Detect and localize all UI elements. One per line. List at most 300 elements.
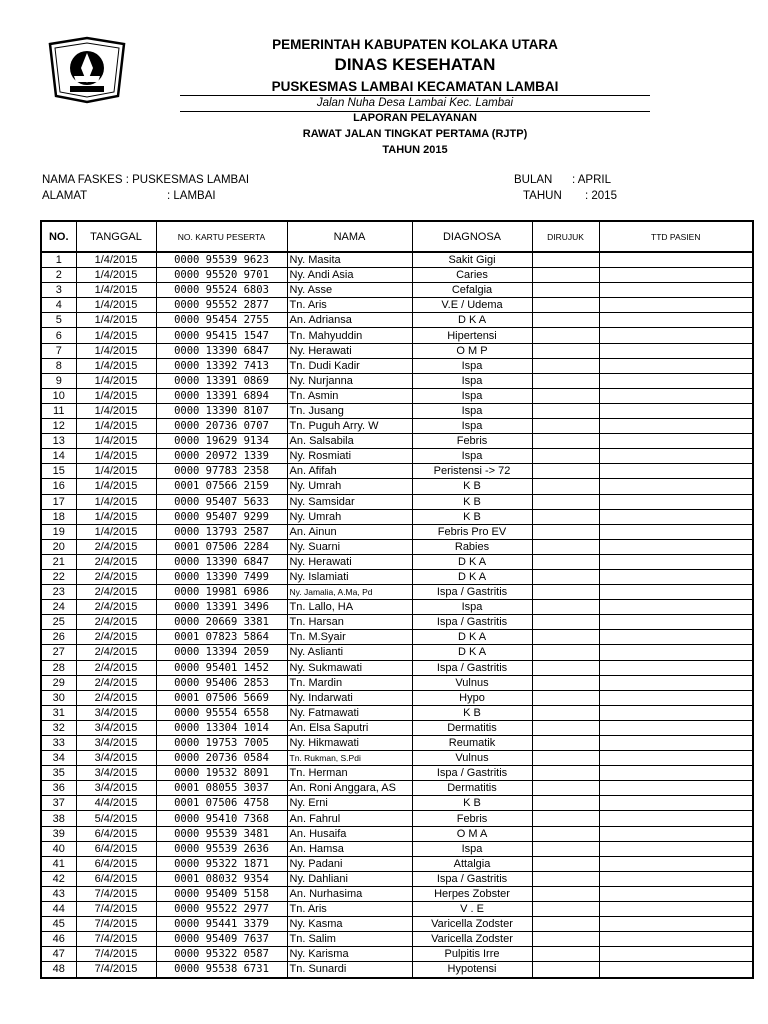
cell-no: 8 xyxy=(41,358,76,373)
table-row xyxy=(41,585,753,600)
cell-diagnosa: D K A xyxy=(412,645,532,660)
cell-no: 12 xyxy=(41,419,76,434)
cell-kartu: 0001 08055 3037 xyxy=(156,781,287,796)
cell-no: 20 xyxy=(41,539,76,554)
cell-nama: Ny. Islamiati xyxy=(287,569,412,584)
col-header-dirujuk: DIRUJUK xyxy=(532,221,599,252)
cell-diagnosa: Febris Pro EV xyxy=(412,524,532,539)
meta-bulan-label: BULAN xyxy=(514,174,553,186)
cell-nama: Tn. Lallo, HA xyxy=(287,600,412,615)
cell-dirujuk xyxy=(532,932,599,947)
cell-dirujuk xyxy=(532,736,599,751)
cell-no: 34 xyxy=(41,751,76,766)
cell-tanggal: 1/4/2015 xyxy=(76,252,156,268)
cell-ttd xyxy=(599,373,753,388)
cell-tanggal: 1/4/2015 xyxy=(76,388,156,403)
cell-kartu: 0000 95401 1452 xyxy=(156,660,287,675)
cell-kartu: 0000 95322 1871 xyxy=(156,856,287,871)
cell-tanggal: 6/4/2015 xyxy=(76,856,156,871)
cell-no: 4 xyxy=(41,298,76,313)
cell-tanggal: 2/4/2015 xyxy=(76,690,156,705)
table-row xyxy=(41,419,753,434)
cell-no: 39 xyxy=(41,826,76,841)
header-government: PEMERINTAH KABUPATEN KOLAKA UTARA xyxy=(272,37,558,52)
cell-dirujuk xyxy=(532,720,599,735)
cell-nama: Ny. Karisma xyxy=(287,947,412,962)
cell-kartu: 0000 95406 2853 xyxy=(156,675,287,690)
cell-dirujuk xyxy=(532,434,599,449)
cell-ttd xyxy=(599,705,753,720)
cell-ttd xyxy=(599,690,753,705)
meta-tahun-label: TAHUN xyxy=(523,190,562,202)
cell-tanggal: 3/4/2015 xyxy=(76,751,156,766)
col-header-no: NO. xyxy=(41,221,76,252)
table-row xyxy=(41,403,753,418)
cell-diagnosa: K B xyxy=(412,494,532,509)
cell-no: 43 xyxy=(41,886,76,901)
cell-diagnosa: K B xyxy=(412,479,532,494)
table-row xyxy=(41,494,753,509)
table-row xyxy=(41,886,753,901)
cell-kartu: 0000 19981 6986 xyxy=(156,585,287,600)
cell-kartu: 0000 13390 8107 xyxy=(156,403,287,418)
cell-no: 29 xyxy=(41,675,76,690)
cell-tanggal: 3/4/2015 xyxy=(76,720,156,735)
cell-dirujuk xyxy=(532,585,599,600)
cell-tanggal: 2/4/2015 xyxy=(76,569,156,584)
cell-tanggal: 6/4/2015 xyxy=(76,826,156,841)
table-row xyxy=(41,781,753,796)
meta-bulan-value: : APRIL xyxy=(572,174,611,186)
table-row xyxy=(41,932,753,947)
header-department: DINAS KESEHATAN xyxy=(334,55,496,74)
table-row xyxy=(41,600,753,615)
cell-nama: Tn. Aris xyxy=(287,902,412,917)
cell-dirujuk xyxy=(532,660,599,675)
cell-nama: Tn. Sunardi xyxy=(287,962,412,978)
cell-kartu: 0000 19629 9134 xyxy=(156,434,287,449)
cell-ttd xyxy=(599,902,753,917)
cell-dirujuk xyxy=(532,826,599,841)
cell-no: 7 xyxy=(41,343,76,358)
cell-no: 26 xyxy=(41,630,76,645)
cell-ttd xyxy=(599,494,753,509)
meta-alamat-value: : LAMBAI xyxy=(167,190,216,202)
cell-kartu: 0000 13390 7499 xyxy=(156,569,287,584)
cell-dirujuk xyxy=(532,856,599,871)
table-row xyxy=(41,826,753,841)
header-address: Jalan Nuha Desa Lambai Kec. Lambai xyxy=(316,97,514,109)
table-row xyxy=(41,313,753,328)
cell-no: 19 xyxy=(41,524,76,539)
cell-nama: Ny. Fatmawati xyxy=(287,705,412,720)
cell-diagnosa: Ispa / Gastritis xyxy=(412,660,532,675)
cell-diagnosa: Ispa / Gastritis xyxy=(412,766,532,781)
cell-no: 27 xyxy=(41,645,76,660)
cell-ttd xyxy=(599,871,753,886)
table-header-row xyxy=(41,221,753,252)
cell-no: 24 xyxy=(41,600,76,615)
cell-nama: Ny. Andi Asia xyxy=(287,268,412,283)
table-row xyxy=(41,252,753,268)
col-header-tanggal: TANGGAL xyxy=(76,221,156,252)
cell-dirujuk xyxy=(532,343,599,358)
cell-kartu: 0000 95539 9623 xyxy=(156,252,287,268)
cell-no: 9 xyxy=(41,373,76,388)
cell-kartu: 0000 95520 9701 xyxy=(156,268,287,283)
report-title: LAPORAN PELAYANAN xyxy=(353,112,477,124)
cell-tanggal: 1/4/2015 xyxy=(76,403,156,418)
cell-dirujuk xyxy=(532,841,599,856)
cell-nama: Tn. Mardin xyxy=(287,675,412,690)
cell-ttd xyxy=(599,720,753,735)
cell-ttd xyxy=(599,524,753,539)
cell-nama: An. Roni Anggara, AS xyxy=(287,781,412,796)
table-row xyxy=(41,554,753,569)
cell-ttd xyxy=(599,539,753,554)
cell-ttd xyxy=(599,615,753,630)
cell-ttd xyxy=(599,569,753,584)
cell-ttd xyxy=(599,856,753,871)
cell-no: 5 xyxy=(41,313,76,328)
cell-diagnosa: Vulnus xyxy=(412,751,532,766)
cell-diagnosa: Ispa xyxy=(412,419,532,434)
cell-tanggal: 7/4/2015 xyxy=(76,886,156,901)
cell-tanggal: 2/4/2015 xyxy=(76,585,156,600)
cell-kartu: 0000 13390 6847 xyxy=(156,343,287,358)
table-row xyxy=(41,449,753,464)
cell-ttd xyxy=(599,841,753,856)
cell-no: 17 xyxy=(41,494,76,509)
cell-ttd xyxy=(599,917,753,932)
cell-kartu: 0000 95539 3481 xyxy=(156,826,287,841)
cell-no: 40 xyxy=(41,841,76,856)
government-emblem-icon xyxy=(46,36,128,104)
cell-kartu: 0001 07823 5864 xyxy=(156,630,287,645)
cell-tanggal: 2/4/2015 xyxy=(76,645,156,660)
cell-ttd xyxy=(599,464,753,479)
cell-nama: Tn. Aris xyxy=(287,298,412,313)
cell-no: 44 xyxy=(41,902,76,917)
cell-kartu: 0000 95552 2877 xyxy=(156,298,287,313)
cell-diagnosa: Dermatitis xyxy=(412,781,532,796)
cell-dirujuk xyxy=(532,962,599,978)
cell-diagnosa: Caries xyxy=(412,268,532,283)
cell-no: 3 xyxy=(41,283,76,298)
cell-dirujuk xyxy=(532,615,599,630)
cell-tanggal: 7/4/2015 xyxy=(76,902,156,917)
service-report-table xyxy=(40,220,754,979)
cell-nama: An. Nurhasima xyxy=(287,886,412,901)
cell-dirujuk xyxy=(532,871,599,886)
cell-nama: Ny. Indarwati xyxy=(287,690,412,705)
cell-nama: Tn. Salim xyxy=(287,932,412,947)
table-row xyxy=(41,871,753,886)
cell-nama: An. Adriansa xyxy=(287,313,412,328)
cell-no: 15 xyxy=(41,464,76,479)
table-row xyxy=(41,720,753,735)
cell-dirujuk xyxy=(532,494,599,509)
cell-diagnosa: D K A xyxy=(412,313,532,328)
cell-tanggal: 1/4/2015 xyxy=(76,328,156,343)
cell-ttd xyxy=(599,796,753,811)
cell-kartu: 0000 19532 8091 xyxy=(156,766,287,781)
cell-dirujuk xyxy=(532,645,599,660)
table-row xyxy=(41,358,753,373)
table-row xyxy=(41,705,753,720)
cell-nama: An. Elsa Saputri xyxy=(287,720,412,735)
cell-diagnosa: Ispa xyxy=(412,373,532,388)
cell-ttd xyxy=(599,449,753,464)
cell-nama: Ny. Umrah xyxy=(287,509,412,524)
cell-tanggal: 1/4/2015 xyxy=(76,464,156,479)
cell-tanggal: 3/4/2015 xyxy=(76,705,156,720)
cell-tanggal: 1/4/2015 xyxy=(76,524,156,539)
cell-tanggal: 6/4/2015 xyxy=(76,871,156,886)
cell-dirujuk xyxy=(532,947,599,962)
table-row xyxy=(41,539,753,554)
table-row xyxy=(41,479,753,494)
cell-dirujuk xyxy=(532,298,599,313)
cell-ttd xyxy=(599,766,753,781)
cell-kartu: 0000 13304 1014 xyxy=(156,720,287,735)
cell-no: 37 xyxy=(41,796,76,811)
cell-ttd xyxy=(599,554,753,569)
cell-dirujuk xyxy=(532,252,599,268)
table-row xyxy=(41,388,753,403)
cell-diagnosa: Ispa / Gastritis xyxy=(412,585,532,600)
cell-tanggal: 1/4/2015 xyxy=(76,298,156,313)
table-row xyxy=(41,569,753,584)
cell-ttd xyxy=(599,675,753,690)
cell-nama: Ny. Aslianti xyxy=(287,645,412,660)
cell-ttd xyxy=(599,751,753,766)
cell-ttd xyxy=(599,947,753,962)
cell-kartu: 0000 95524 6803 xyxy=(156,283,287,298)
table-row xyxy=(41,902,753,917)
cell-diagnosa: D K A xyxy=(412,630,532,645)
cell-dirujuk xyxy=(532,268,599,283)
cell-dirujuk xyxy=(532,373,599,388)
cell-nama: Ny. Hikmawati xyxy=(287,736,412,751)
cell-diagnosa: Sakit Gigi xyxy=(412,252,532,268)
cell-dirujuk xyxy=(532,509,599,524)
cell-kartu: 0000 20669 3381 xyxy=(156,615,287,630)
cell-tanggal: 6/4/2015 xyxy=(76,841,156,856)
cell-ttd xyxy=(599,419,753,434)
cell-diagnosa: Attalgia xyxy=(412,856,532,871)
table-row xyxy=(41,856,753,871)
cell-kartu: 0000 95441 3379 xyxy=(156,917,287,932)
table-row xyxy=(41,524,753,539)
cell-kartu: 0000 95407 9299 xyxy=(156,509,287,524)
cell-tanggal: 2/4/2015 xyxy=(76,630,156,645)
cell-no: 48 xyxy=(41,962,76,978)
cell-kartu: 0000 95409 5158 xyxy=(156,886,287,901)
cell-no: 41 xyxy=(41,856,76,871)
cell-tanggal: 7/4/2015 xyxy=(76,947,156,962)
cell-nama: Tn. Asmin xyxy=(287,388,412,403)
table-row xyxy=(41,917,753,932)
cell-kartu: 0000 13391 3496 xyxy=(156,600,287,615)
cell-kartu: 0001 07506 4758 xyxy=(156,796,287,811)
cell-diagnosa: Ispa xyxy=(412,403,532,418)
cell-diagnosa: V.E / Udema xyxy=(412,298,532,313)
cell-ttd xyxy=(599,509,753,524)
cell-no: 28 xyxy=(41,660,76,675)
cell-tanggal: 1/4/2015 xyxy=(76,479,156,494)
header-divider-top xyxy=(180,95,650,96)
cell-dirujuk xyxy=(532,539,599,554)
cell-diagnosa: O M A xyxy=(412,826,532,841)
cell-diagnosa: Febris xyxy=(412,811,532,826)
cell-diagnosa: Dermatitis xyxy=(412,720,532,735)
cell-kartu: 0000 95538 6731 xyxy=(156,962,287,978)
cell-ttd xyxy=(599,932,753,947)
cell-kartu: 0000 20972 1339 xyxy=(156,449,287,464)
cell-tanggal: 2/4/2015 xyxy=(76,539,156,554)
cell-dirujuk xyxy=(532,751,599,766)
cell-dirujuk xyxy=(532,313,599,328)
cell-diagnosa: K B xyxy=(412,796,532,811)
cell-nama: Ny. Jamalia, A.Ma, Pd xyxy=(287,585,412,600)
col-header-nama: NAMA xyxy=(287,221,412,252)
cell-tanggal: 1/4/2015 xyxy=(76,283,156,298)
cell-no: 18 xyxy=(41,509,76,524)
report-subtitle: RAWAT JALAN TINGKAT PERTAMA (RJTP) xyxy=(302,128,528,140)
cell-tanggal: 2/4/2015 xyxy=(76,554,156,569)
cell-nama: Ny. Rosmiati xyxy=(287,449,412,464)
cell-diagnosa: Hypotensi xyxy=(412,962,532,978)
cell-tanggal: 4/4/2015 xyxy=(76,796,156,811)
cell-kartu: 0001 07506 5669 xyxy=(156,690,287,705)
cell-dirujuk xyxy=(532,464,599,479)
cell-kartu: 0000 13390 6847 xyxy=(156,554,287,569)
cell-kartu: 0001 07506 2284 xyxy=(156,539,287,554)
cell-diagnosa: Vulnus xyxy=(412,675,532,690)
cell-ttd xyxy=(599,388,753,403)
cell-tanggal: 5/4/2015 xyxy=(76,811,156,826)
cell-ttd xyxy=(599,283,753,298)
cell-tanggal: 1/4/2015 xyxy=(76,343,156,358)
cell-dirujuk xyxy=(532,524,599,539)
cell-diagnosa: Hypo xyxy=(412,690,532,705)
cell-ttd xyxy=(599,630,753,645)
cell-no: 45 xyxy=(41,917,76,932)
cell-nama: An. Fahrul xyxy=(287,811,412,826)
cell-no: 42 xyxy=(41,871,76,886)
cell-diagnosa: Ispa / Gastritis xyxy=(412,615,532,630)
cell-dirujuk xyxy=(532,449,599,464)
cell-tanggal: 1/4/2015 xyxy=(76,494,156,509)
cell-no: 47 xyxy=(41,947,76,962)
cell-ttd xyxy=(599,343,753,358)
cell-kartu: 0000 95410 7368 xyxy=(156,811,287,826)
cell-diagnosa: Ispa xyxy=(412,600,532,615)
cell-dirujuk xyxy=(532,358,599,373)
cell-diagnosa: Febris xyxy=(412,434,532,449)
cell-kartu: 0000 97783 2358 xyxy=(156,464,287,479)
cell-ttd xyxy=(599,600,753,615)
col-header-diagnosa: DIAGNOSA xyxy=(412,221,532,252)
cell-nama: Ny. Erni xyxy=(287,796,412,811)
meta-tahun-value: : 2015 xyxy=(585,190,617,202)
cell-diagnosa: Hipertensi xyxy=(412,328,532,343)
cell-ttd xyxy=(599,811,753,826)
cell-no: 31 xyxy=(41,705,76,720)
cell-nama: Tn. Dudi Kadir xyxy=(287,358,412,373)
cell-diagnosa: Peristensi -> 72 xyxy=(412,464,532,479)
cell-ttd xyxy=(599,660,753,675)
cell-no: 10 xyxy=(41,388,76,403)
cell-dirujuk xyxy=(532,886,599,901)
cell-kartu: 0000 95554 6558 xyxy=(156,705,287,720)
cell-no: 22 xyxy=(41,569,76,584)
cell-kartu: 0000 95454 2755 xyxy=(156,313,287,328)
cell-nama: Ny. Herawati xyxy=(287,343,412,358)
col-header-ttd: TTD PASIEN xyxy=(599,221,753,252)
cell-ttd xyxy=(599,585,753,600)
cell-kartu: 0000 13391 0869 xyxy=(156,373,287,388)
cell-nama: Tn. Harsan xyxy=(287,615,412,630)
cell-dirujuk xyxy=(532,554,599,569)
cell-kartu: 0000 13391 6894 xyxy=(156,388,287,403)
cell-no: 1 xyxy=(41,252,76,268)
cell-nama: Tn. Puguh Arry. W xyxy=(287,419,412,434)
cell-kartu: 0000 19753 7005 xyxy=(156,736,287,751)
table-row xyxy=(41,660,753,675)
cell-no: 23 xyxy=(41,585,76,600)
cell-dirujuk xyxy=(532,705,599,720)
cell-nama: Ny. Asse xyxy=(287,283,412,298)
cell-nama: An. Hamsa xyxy=(287,841,412,856)
cell-dirujuk xyxy=(532,902,599,917)
table-row xyxy=(41,268,753,283)
cell-dirujuk xyxy=(532,403,599,418)
cell-diagnosa: Varicella Zodster xyxy=(412,917,532,932)
cell-ttd xyxy=(599,313,753,328)
header-puskesmas: PUSKESMAS LAMBAI KECAMATAN LAMBAI xyxy=(271,79,559,94)
cell-diagnosa: V . E xyxy=(412,902,532,917)
cell-tanggal: 1/4/2015 xyxy=(76,373,156,388)
cell-tanggal: 1/4/2015 xyxy=(76,509,156,524)
cell-ttd xyxy=(599,358,753,373)
cell-tanggal: 1/4/2015 xyxy=(76,419,156,434)
table-row xyxy=(41,811,753,826)
cell-ttd xyxy=(599,328,753,343)
cell-diagnosa: D K A xyxy=(412,569,532,584)
cell-ttd xyxy=(599,479,753,494)
table-row xyxy=(41,434,753,449)
cell-ttd xyxy=(599,298,753,313)
cell-diagnosa: Ispa xyxy=(412,841,532,856)
cell-no: 16 xyxy=(41,479,76,494)
cell-nama: Ny. Umrah xyxy=(287,479,412,494)
cell-diagnosa: Ispa xyxy=(412,388,532,403)
cell-nama: Ny. Kasma xyxy=(287,917,412,932)
cell-tanggal: 3/4/2015 xyxy=(76,736,156,751)
report-year: TAHUN 2015 xyxy=(382,144,448,156)
cell-tanggal: 1/4/2015 xyxy=(76,358,156,373)
table-row xyxy=(41,766,753,781)
cell-nama: Tn. Rukman, S.Pdi xyxy=(287,751,412,766)
cell-ttd xyxy=(599,781,753,796)
cell-tanggal: 2/4/2015 xyxy=(76,675,156,690)
cell-tanggal: 3/4/2015 xyxy=(76,766,156,781)
table-row xyxy=(41,751,753,766)
cell-no: 38 xyxy=(41,811,76,826)
cell-nama: An. Afifah xyxy=(287,464,412,479)
